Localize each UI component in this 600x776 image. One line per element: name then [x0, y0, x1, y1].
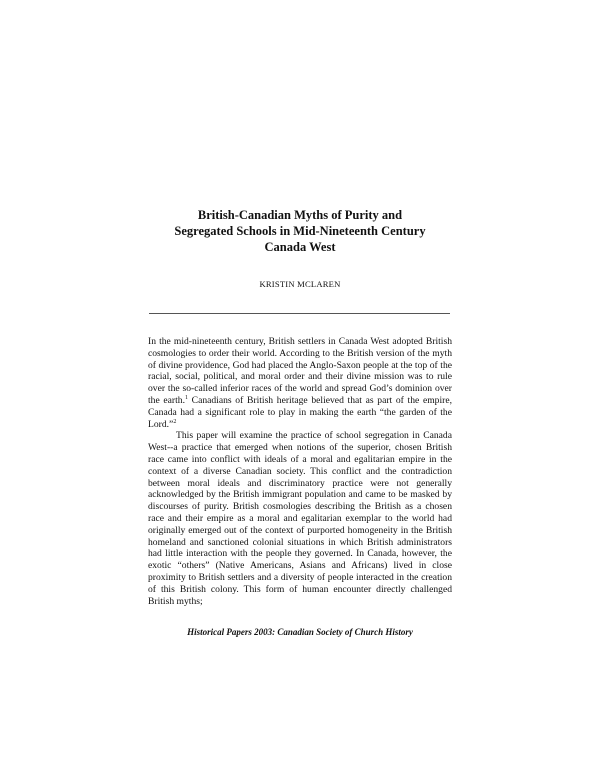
paragraph-1-text-a: In the mid-nineteenth century, British settlers in Canada West adopted British cosmologies to order their world. According to the British version of the myth of divine providence, God had placed the Anglo-Saxon people at the top of the racial, social, political, and moral order and their divine mission was to rule over the so-called inferior races of the world and spread God’s dominion over the earth.	[148, 336, 452, 406]
paragraph-1-text-b: Canadians of British heritage believed that as part of the empire, Canada had a significant role to play in making the earth “the garden of the Lord.”	[148, 394, 452, 430]
article-title	[0, 207, 600, 255]
footnote-ref-2[interactable]: 2	[173, 418, 177, 425]
footnote-ref-1[interactable]: 1	[184, 394, 188, 401]
article-body	[148, 336, 452, 607]
paragraph-2: This paper will examine the practice of school segregation in Canada West--a practice that emerged when notions of the superior, chosen British race came into conflict with ideals of a moral and egalitarian empire in the context of a diverse Canadian society. This conflict and the contradiction between moral ideals and discriminatory practice were not generally acknowledged by the British immigrant population and came to be masked by discourses of purity. British cosmologies describing the British as a chosen race and their empire as a moral and egalitarian exemplar to the world had originally emerged out of the context of purported homogeneity in the British homeland and sanctioned colonial situations in which British administrators had little interaction with the people they governed. In Canada, however, the exotic “others” (Native Americans, Asians and Africans) lived in close proximity to British settlers and a diversity of people interacted in the creation of this British colony. This form of human encounter directly challenged British myths;	[148, 430, 452, 607]
title-line-3: Canada West	[264, 240, 336, 254]
title-line-2: Segregated Schools in Mid-Nineteenth Century	[174, 224, 426, 238]
paragraph-1	[148, 336, 452, 430]
journal-footer: Historical Papers 2003: Canadian Society of Church History	[187, 627, 413, 637]
divider-rule	[149, 313, 450, 314]
title-line-1: British-Canadian Myths of Purity and	[197, 208, 403, 222]
author-name: KRISTIN MCLAREN	[259, 279, 341, 289]
